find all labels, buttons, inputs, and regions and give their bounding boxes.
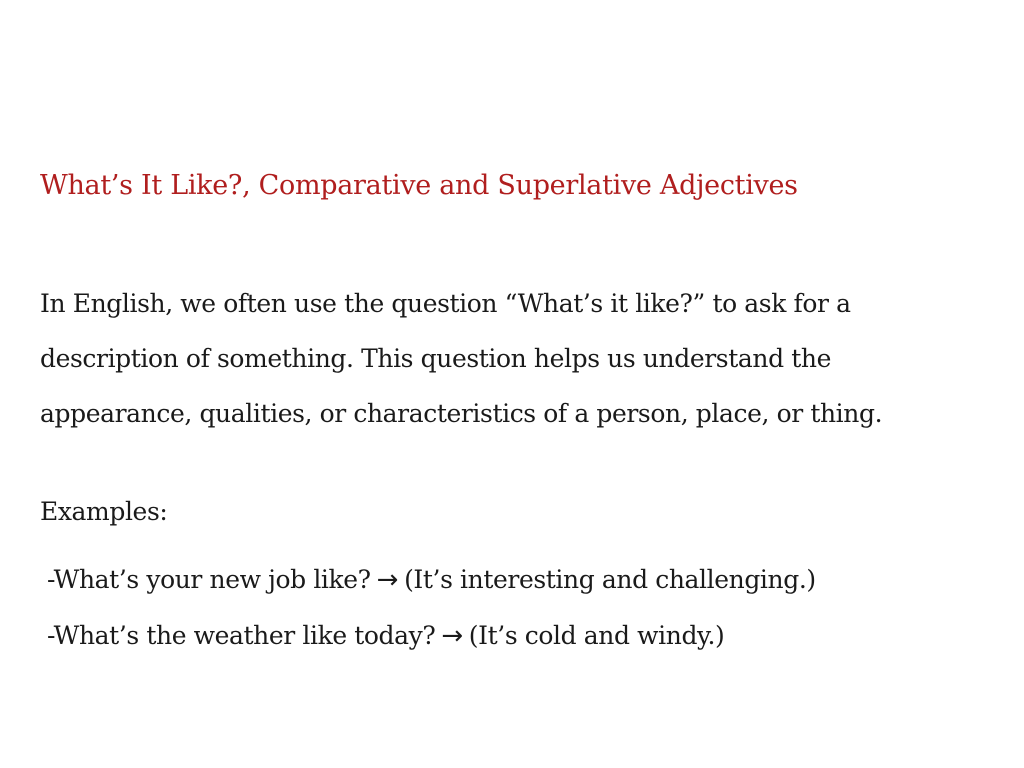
example-answer: (It’s interesting and challenging.) bbox=[404, 565, 816, 594]
arrow-icon: → bbox=[441, 621, 463, 651]
example-item bbox=[47, 552, 816, 608]
paragraph-line: appearance, qualities, or characteristics of a person, place, or thing. bbox=[40, 399, 883, 428]
arrow-icon: → bbox=[376, 565, 399, 595]
paragraph-line: description of something. This question helps us understand the bbox=[40, 344, 831, 373]
example-answer: (It’s cold and windy.) bbox=[468, 621, 725, 650]
example-item bbox=[47, 608, 816, 664]
examples-heading: Examples: bbox=[40, 497, 168, 526]
intro-paragraph bbox=[40, 276, 970, 441]
example-list bbox=[47, 552, 816, 664]
paragraph-line: In English, we often use the question “What’s it like?” to ask for a bbox=[40, 289, 851, 318]
slide-title: What’s It Like?, Comparative and Superlative Adjectives bbox=[40, 170, 798, 201]
example-question: -What’s your new job like? bbox=[47, 565, 371, 594]
example-question: -What’s the weather like today? bbox=[47, 621, 436, 650]
